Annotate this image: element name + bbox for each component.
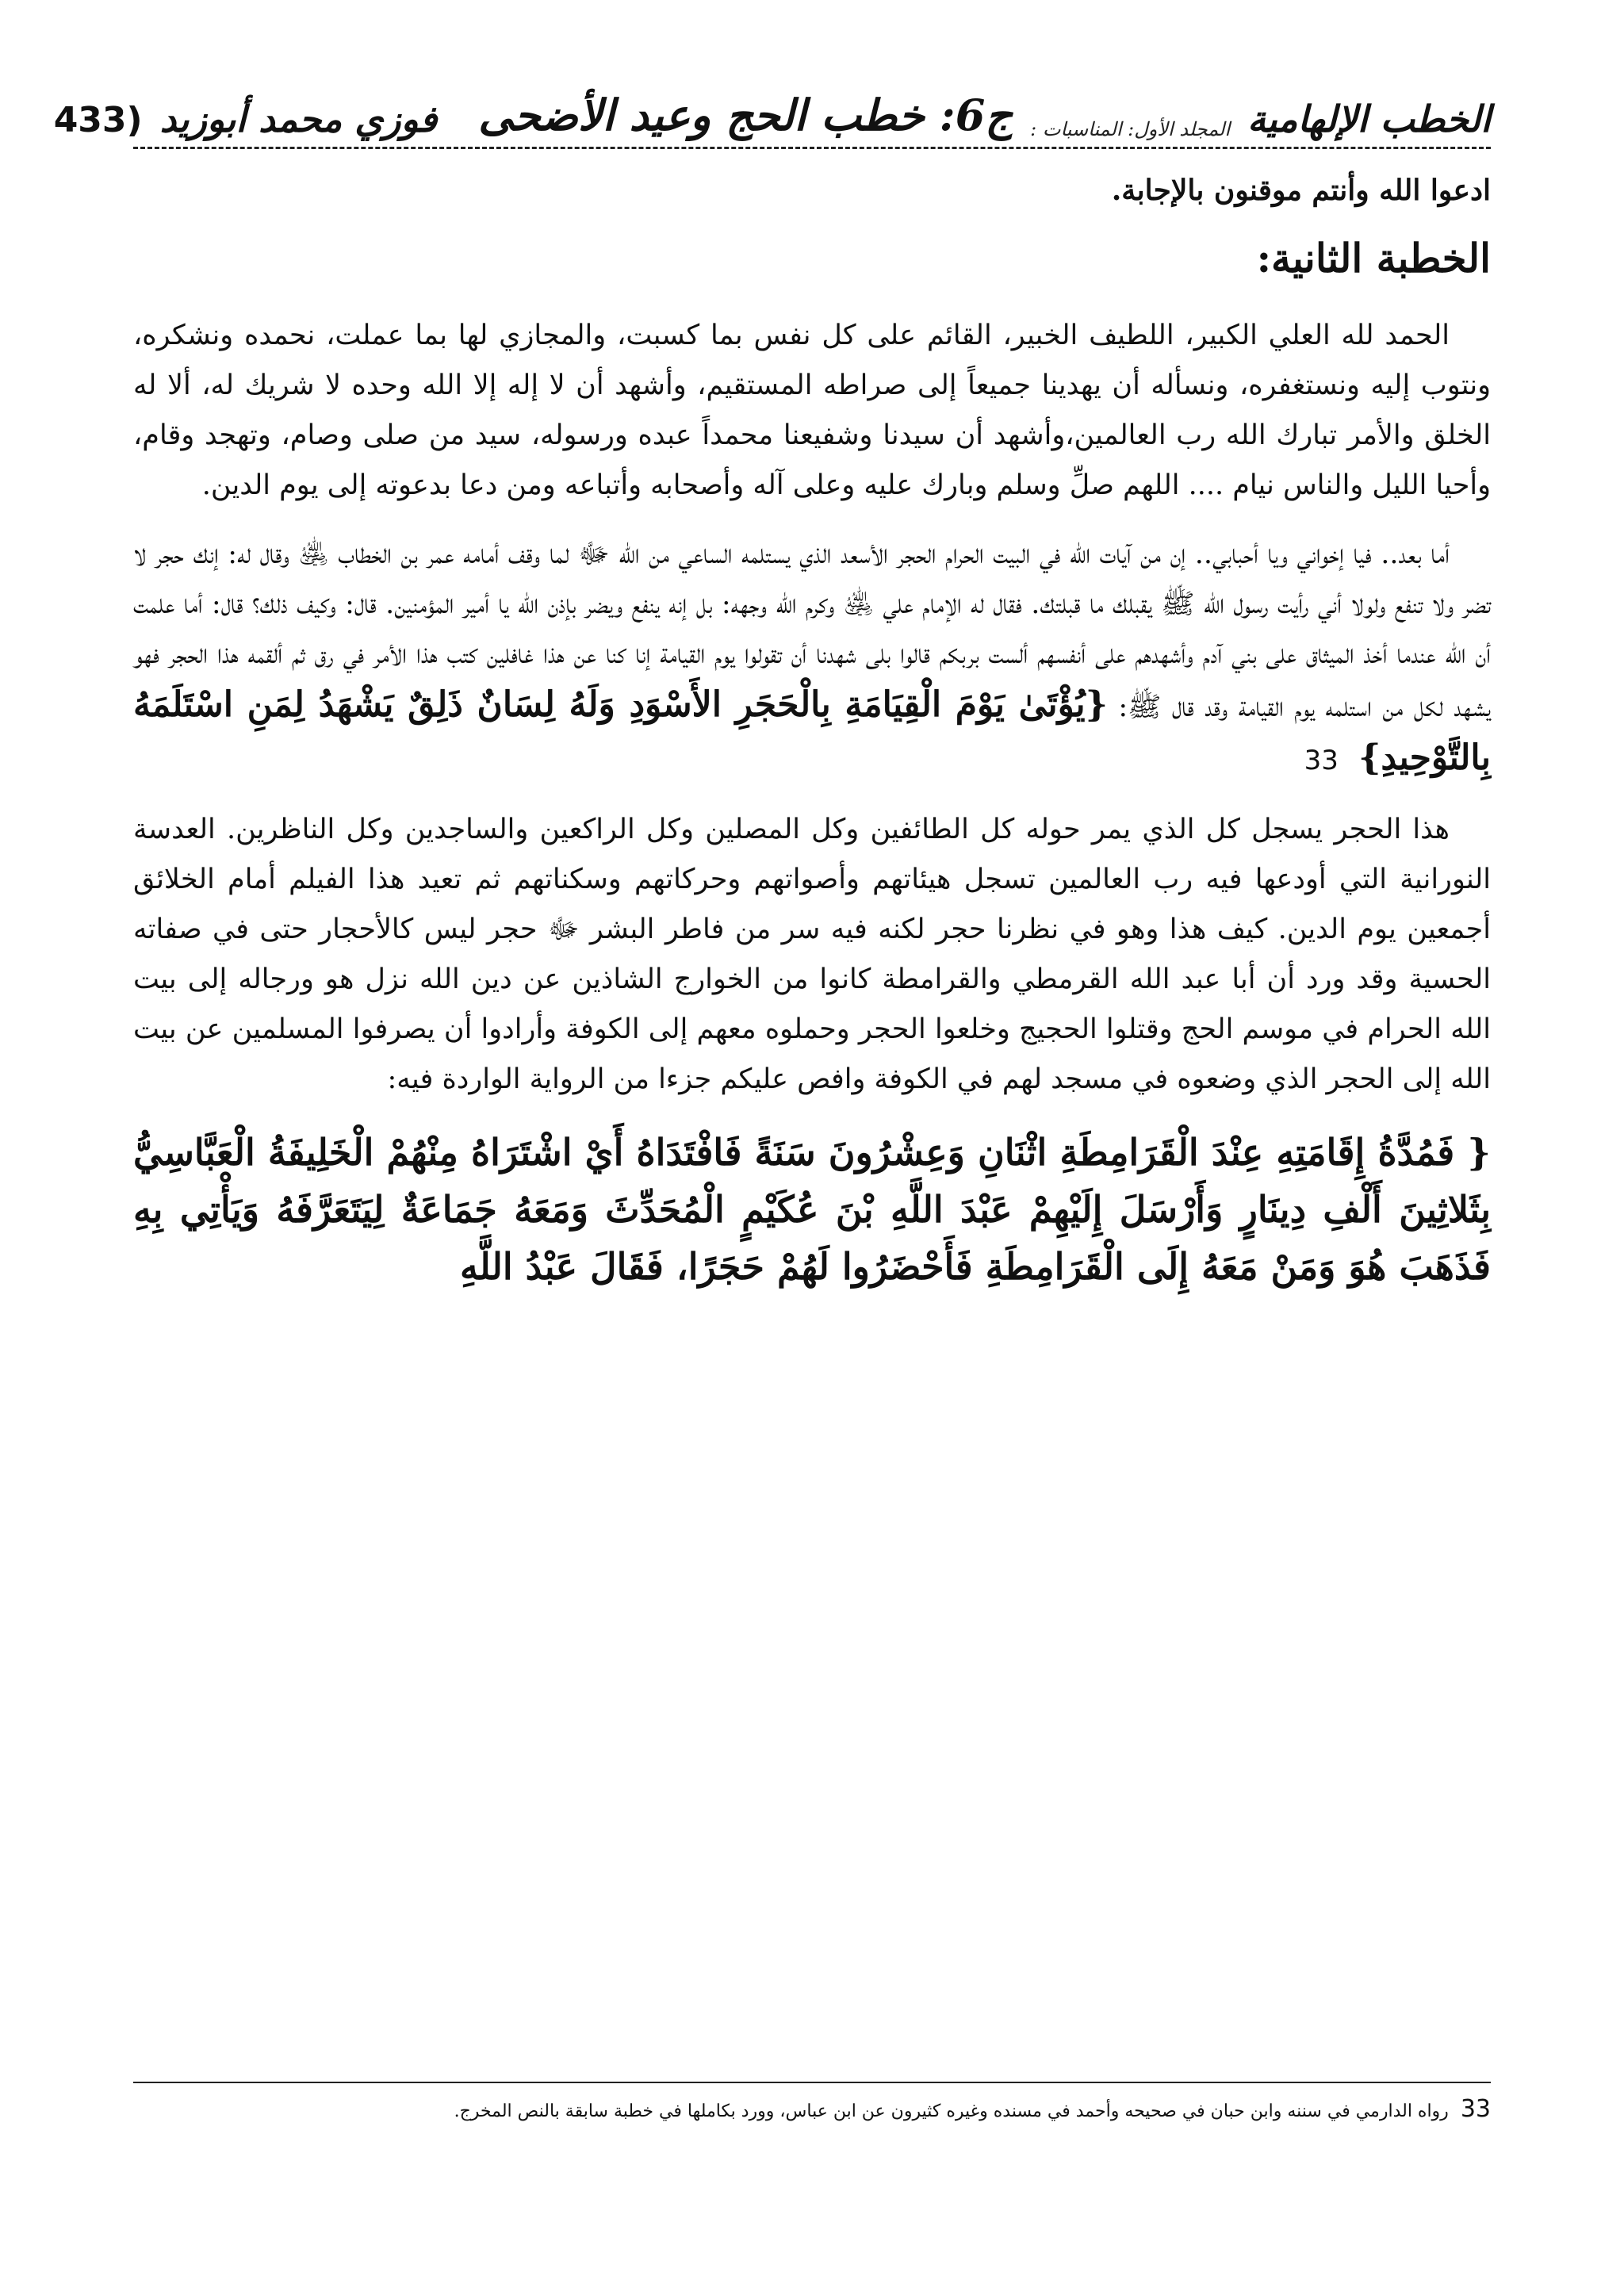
page-header xyxy=(53,79,1491,149)
paragraph-praise: الحمد لله العلي الكبير، اللطيف الخبير، القائم على كل نفس بما كسبت، والمجازي لها بما عملت، نحمده ونشكره، ونتوب إليه ونستغفره، ونسأله أن يهدينا جميعاً إلى صراطه المستقيم، وأشهد أن لا إله إلا الله وحده لا شريك له، ألا له الخلق والأمر تبارك الله رب العالمين،وأشهد أن سيدنا وشفيعنا محمداً عبده ورسوله، سيد من صلى وصام، وتهجد وقام، وأحيا الليل والناس نيام .... اللهم صلِّ وسلم وبارك عليه وعلى آله وأصحابه وأتباعه ومن دعا بدعوته إلى يوم الدين. xyxy=(133,320,1491,501)
footnote-reference[interactable]: 33 xyxy=(1304,745,1339,776)
footnote-divider xyxy=(133,2082,1491,2083)
paragraph-black-stone xyxy=(133,530,1491,786)
part-title: ج6: خطب الحج وعيد الأضحى xyxy=(478,90,1013,140)
section-heading: الخطبة الثانية: xyxy=(1256,235,1491,282)
footnote-text: رواه الدارمي في سننه وابن حبان في صحيحه وأحمد في مسنده وغيره كثيرون عن ابن عباس، وورد بكاملها في خطبة سابقة بالنص المخرج. xyxy=(454,2101,1449,2121)
footnote xyxy=(133,2094,1491,2128)
page-number: (433 xyxy=(53,100,143,140)
author-name: فوزي محمد أبوزيد xyxy=(159,98,438,140)
page-body xyxy=(133,168,1491,1295)
paragraph-black-stone-text: أما بعد.. فيا إخواني ويا أحبابي.. إن من آيات الله في البيت الحرام الحجر الأسعد الذي يستلمه الساعي من الله ﷻ لما وقف أمامه عمر بن الخطاب ﵁ وقال له: إنك حجر لا تضر ولا تنفع ولولا أني رأيت رسول الله ﷺ يقبلك ما قبلتك. فقال له الإمام علي ﵁ وكرم الله وجهه: بل إنه ينفع ويضر بإذن الله يا أمير المؤمنين. قال: وكيف ذلك؟ قال: أما علمت أن الله عندما أخذ الميثاق على بني آدم وأشهدهم على أنفسهم ألست بربكم قالوا بلى شهدنا أن تقولوا يوم القيامة إنا كنا عن هذا غافلين كتب هذا الأمر في رق ثم ألقمه هذا الحجر فهو يشهد لكل من استلمه يوم القيامة وقد قال ﷺ: xyxy=(133,538,1491,723)
footnote-number: 33 xyxy=(1460,2095,1491,2123)
paragraph-qarmatians: هذا الحجر يسجل كل الذي يمر حوله كل الطائفين وكل المصلين وكل الراكعين والساجدين وكل الناظرين. العدسة النورانية التي أودعها فيه رب العالمين تسجل هيئاتهم وأصواتهم وحركاتهم وسكناتهم ثم تعيد هذا الفيلم أمام الخلائق أجمعين يوم الدين. كيف هذا وهو في نظرنا حجر لكنه فيه سر من فاطر البشر ﷻ حجر ليس كالأحجار حتى في صفاته الحسية وقد ورد أن أبا عبد الله القرمطي والقرامطة كانوا من الخوارج الشاذين عن دين الله نزل هو ورجاله إلى بيت الله الحرام في موسم الحج وقتلوا الحجيج وخلعوا الحجر وحملوه معهم إلى الكوفة وأرادوا أن يصرفوا المسلمين عن بيت الله إلى الحجر الذي وضعوه في مسجد لهم في الكوفة وافص عليكم جزءا من الرواية الواردة فيه: xyxy=(133,814,1491,1095)
narration-quote: { فَمُدَّةُ إِقَامَتِهِ عِنْدَ الْقَرَامِطَةِ اثْنَانِ وَعِشْرُونَ سَنَةً فَافْتَدَاهُ أَيْ اشْتَرَاهُ مِنْهُمْ الْخَلِيفَةُ الْعَبَّاسِيُّ بِثَلاثِينَ أَلْفِ دِينَارٍ وَأَرْسَلَ إِلَيْهِمْ عَبْدَ اللَّهِ بْنَ عُكَيْمٍ الْمُحَدِّثَ وَمَعَهُ جَمَاعَةٌ لِيَتَعَرَّفَهُ وَيَأْتِي بِهِ فَذَهَبَ هُوَ وَمَنْ مَعَهُ إِلَى الْقَرَامِطَةِ فَأَحْضَرُوا لَهُمْ حَجَرًا، فَقَالَ عَبْدُ اللَّهِ xyxy=(133,1131,1491,1288)
hadith-quote: {يُؤْتَىٰ يَوْمَ الْقِيَامَةِ بِالْحَجَرِ الأَسْوَدِ وَلَهُ لِسَانٌ ذَلِقٌ يَشْهَدُ لِمَنِ اسْتَلَمَهُ بِالتَّوْحِيدِ} xyxy=(133,684,1491,778)
book-title: الخطب الإلهامية xyxy=(1247,98,1491,140)
intro-line: ادعوا الله وأنتم موقنون بالإجابة. xyxy=(1111,174,1491,207)
volume-label: المجلد الأول: المناسبات : xyxy=(1030,118,1231,140)
